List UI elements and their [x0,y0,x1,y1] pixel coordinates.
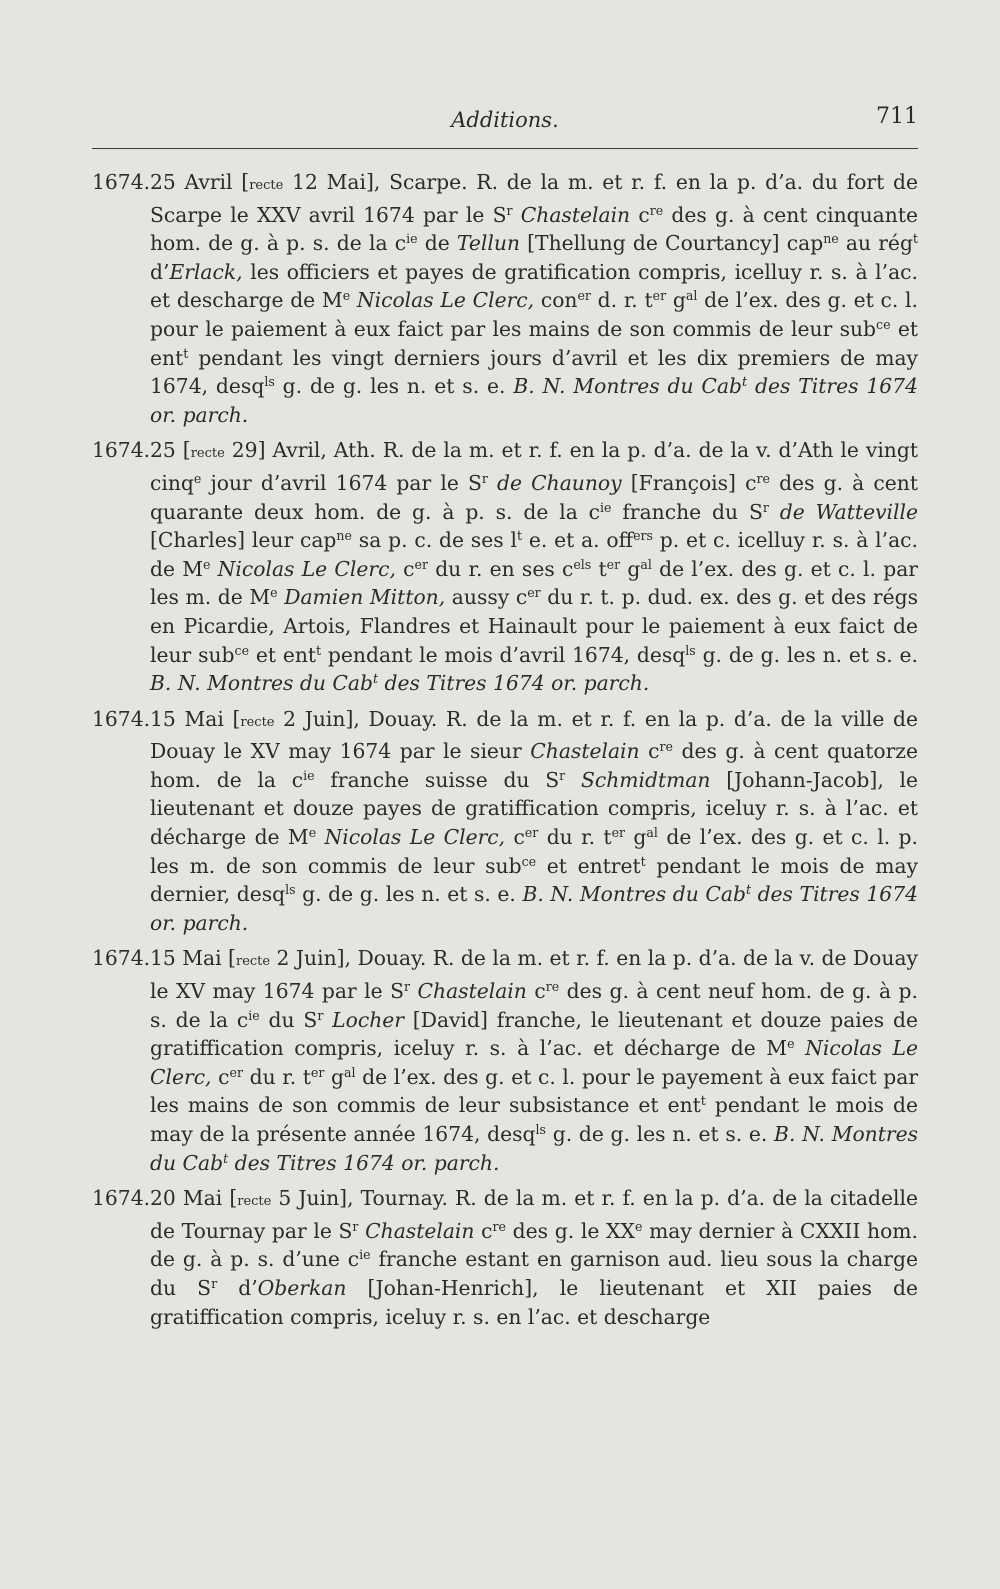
text-run: et ent [249,642,317,667]
text-run: franche du S [611,499,763,524]
entry-text [150,944,918,1177]
superscript: er [414,556,428,572]
superscript: re [659,739,673,755]
superscript: t [742,374,748,390]
text-run [565,768,581,792]
superscript: e [270,585,278,601]
superscript: re [649,202,664,218]
text-run: jour d’avril 1674 par le S [201,470,482,495]
entry [92,436,918,697]
italic-run: B. N. Montres du Cab [522,882,746,907]
text-run: 15 Mai [ [150,946,236,971]
text-run: aussy c [445,585,528,610]
superscript: e [787,1036,795,1052]
text-run: 20 Mai [ [150,1186,238,1211]
entry [92,1184,918,1331]
superscript: r [506,202,513,218]
text-run: g. de g. les n. et s. e. [274,374,514,399]
italic-run: Chastelain [365,1218,475,1243]
italic-run: Locher [332,1007,404,1032]
superscript: r [211,1276,218,1292]
superscript: re [545,979,560,995]
text-run [769,500,780,524]
superscript: er [310,1064,325,1080]
header-rule [92,148,918,149]
entry-year: 1674. [92,946,151,971]
text-run: c [395,556,415,581]
text-run: sa p. c. de ses l [351,528,517,553]
superscript: ls [535,1122,547,1138]
text-run: c [211,1064,230,1089]
text-run: [Charles] leur cap [150,528,337,553]
italic-run: Chastelain [530,739,640,764]
superscript: er [527,585,541,601]
text-run [323,1008,332,1032]
italic-run: Schmidtman [580,767,711,792]
italic-run: des Titres 1674 or. parch. [150,882,918,935]
text-run: c [639,739,660,764]
text-run: c [505,825,525,850]
superscript: t [372,671,379,687]
text-run [210,557,217,581]
italic-run: des Titres 1674 or. parch. [378,671,650,696]
entry-text [150,168,918,429]
entry [92,168,918,429]
superscript: al [640,556,652,572]
superscript: t [640,853,646,869]
superscript: ce [234,642,250,658]
text-run: g. de g. les n. et s. e. [695,642,919,667]
text-run: 12 Mai], Scarpe. R. de la m. et r. f. en la p. d’a. du fort de Scarpe le XXV avril 1674 par le S [150,170,918,227]
italic-run: de Chaunoy [497,470,622,495]
superscript: er [524,825,539,841]
superscript: ie [406,231,418,247]
italic-run: Oberkan [257,1275,347,1300]
superscript: t [912,231,918,247]
text-run: de l’ex. des g. et c. l. pour le paiement à eux faict par les mains de son commis de leur sub [150,288,918,341]
superscript: ls [685,642,696,658]
text-run: g [625,825,647,850]
text-run: g [620,556,641,581]
superscript: ie [248,1007,260,1023]
italic-run: B. N. Montres du Cab [513,374,743,399]
superscript: e [308,825,317,841]
text-run: les officiers et payes de gratification compris, icelluy r. s. à l’ac. et descharge de M [150,259,918,313]
superscript: ie [303,767,315,783]
page-header [92,104,918,138]
text-run [513,203,521,227]
text-run [316,825,324,849]
text-run: 5 Juin], Tournay. R. de la m. et r. f. en la p. d’a. de la citadelle de Tournay par le S [150,1186,918,1243]
text-run: g. de g. les n. et s. e. [295,882,523,907]
superscript: al [646,825,658,841]
superscript: er [652,288,667,304]
italic-run: B. N. Montres du Cab [150,1122,918,1175]
entry [92,944,918,1177]
text-run: de l’ex. des g. et c. l. par les m. de M [150,556,918,610]
page-number: 711 [876,104,918,129]
superscript: ie [600,499,612,515]
text-run: [Johann-Jacob], le lieutenant et douze payes de gratiffication compris, iceluy r. s. à l’ac. et décharge de M [150,767,919,850]
superscript: er [606,556,621,572]
superscript: e [634,1218,643,1234]
entry [92,705,918,938]
entry-text [150,705,918,938]
text-run: recte [237,1194,272,1210]
text-run: pendant les vingt derniers jours d’avril et les dix premiers de may 1674, desq [150,345,918,399]
text-run: pendant le mois d’avril 1674, desq [321,642,686,667]
text-run: recte [235,954,271,970]
superscript: t [183,345,189,361]
text-run: du r. t. p. dud. ex. des g. et des régs en Picardie, Artois, Flandres et Hainault pour le paiement à eux faict de leur sub [150,585,919,667]
superscript: t [516,528,522,544]
superscript: t [700,1093,706,1109]
text-run: c [630,202,650,227]
italic-run: Nicolas Le Clerc, [217,556,396,581]
text-run: g [666,288,686,313]
text-run: recte [249,178,284,193]
italic-run: B. N. Montres du Cab [150,671,373,696]
text-run: 15 Mai [ [150,706,241,731]
text-run: du r. t [538,825,612,850]
italic-run: Chastelain [417,979,527,1004]
text-run: des g. le XX [506,1218,635,1243]
superscript: ne [823,231,839,247]
superscript: al [685,288,698,304]
text-run: may dernier à CXXII hom. de g. à p. s. d’une c [150,1218,918,1272]
text-run: du r. t [242,1064,311,1089]
italic-run: Damien Mitton, [284,585,446,610]
text-run: au rég [838,231,913,256]
text-run: [Thellung de Courtancy] cap [519,231,824,256]
text-run: 2 Juin], Douay. R. de la m. et r. f. en la p. d’a. de la ville de Douay le XV may 1674 par le sieur [150,706,918,764]
running-head: Additions. [451,108,559,132]
entry-year: 1674. [92,170,151,194]
superscript: t [745,882,751,898]
text-run: c [526,979,546,1004]
text-run: des g. à cent cinquante hom. de g. à p. s. de la c [150,202,918,256]
italic-run: de Watteville [779,499,918,524]
text-run: g. de g. les n. et s. e. [546,1122,775,1146]
italic-run: des Titres 1674 or. parch. [150,374,918,427]
superscript: e [193,471,202,487]
text-run: recte [190,446,225,462]
text-run: du S [259,1007,318,1032]
italic-run: Nicolas Le Clerc, [324,825,506,850]
superscript: r [481,471,488,487]
superscript: e [202,556,211,572]
text-run: des g. à cent neuf hom. de g. à p. s. de la c [150,979,918,1032]
superscript: r [317,1007,324,1023]
text-run: t [591,556,607,581]
superscript: r [352,1218,359,1234]
entries-list [92,168,918,1338]
text-run: [Johan-Henrich], le lieutenant et XII paies de gratiffication compris, iceluy r. s. en l’ac. et descharge [150,1275,918,1329]
italic-run: des Titres 1674 or. parch. [228,1150,500,1175]
text-run [488,471,497,495]
text-run: et ent [150,316,918,370]
superscript: ne [336,528,352,544]
text-run: franche estant en garnison aud. lieu sous la charge du S [150,1247,918,1300]
text-run: pendant le mois de may de la présente année 1674, desq [150,1093,919,1146]
text-run [410,979,417,1003]
text-run: de l’ex. des g. et c. l. p. les m. de son commis de leur sub [150,825,918,878]
superscript: er [229,1064,243,1080]
superscript: e [342,288,351,304]
text-run: pendant le mois de may dernier, desq [150,853,918,907]
superscript: re [756,471,770,487]
superscript: t [316,642,322,658]
text-run: du r. en ses c [427,556,574,581]
superscript: t [223,1150,229,1166]
superscript: ers [633,528,653,544]
italic-run: Chastelain [520,202,631,227]
text-run: des g. à cent quatorze hom. de la c [150,739,918,792]
italic-run: Nicolas Le Clerc, [150,1036,918,1089]
superscript: er [577,288,591,304]
text-run [795,1036,806,1060]
text-run: [François] c [621,470,757,495]
superscript: ls [264,374,275,390]
superscript: r [404,979,411,995]
superscript: ce [876,317,891,333]
superscript: ie [359,1247,371,1263]
text-run: d’ [217,1275,258,1300]
text-run: 29] Avril, Ath. R. de la m. et r. f. en la p. d’a. de la v. d’Ath le vingt cinq [150,438,918,495]
entry-text [150,1184,918,1331]
text-run: d’ [150,259,170,284]
text-run: 25 [ [150,438,191,463]
text-run: p. et c. icelluy r. s. à l’ac. de M [150,528,918,581]
text-run: 2 Juin], Douay. R. de la m. et r. f. en la p. d’a. de la v. de Douay le XV may 1674 par le S [150,946,918,1004]
text-run: e. et a. off [522,528,634,553]
text-run: g [324,1064,344,1089]
text-run: de [417,231,457,256]
text-run: d. r. t [590,288,653,313]
entry-year: 1674. [92,1186,151,1211]
entry-year: 1674. [92,438,151,463]
text-run: [David] franche, le lieutenant et douze paies de gratiffication compris, iceluy r. s. à l’ac. et décharge de M [150,1007,918,1061]
superscript: r [559,767,566,783]
text-run: recte [240,714,275,730]
text-run [350,288,357,312]
text-run: con [534,288,578,313]
entry-year: 1674. [92,706,151,731]
italic-run: Erlack, [169,259,243,284]
superscript: ce [521,853,537,869]
text-run: franche suisse du S [314,767,560,792]
superscript: els [573,556,592,572]
text-run: 25 Avril [ [150,170,250,194]
superscript: re [492,1218,506,1234]
text-run: des g. à cent quarante deux hom. de g. à p. s. de la c [150,470,918,524]
text-run: c [474,1218,493,1243]
superscript: al [344,1064,356,1080]
superscript: ls [285,882,296,898]
entry-text [150,436,918,697]
italic-run: Nicolas Le Clerc, [356,288,535,313]
italic-run: Tellun [456,231,520,256]
superscript: er [611,825,626,841]
superscript: r [762,499,769,515]
text-run: et entret [536,853,641,878]
text-run: de l’ex. des g. et c. l. pour le payement à eux faict par les mains de son commis de leur subsistance et ent [150,1064,919,1118]
